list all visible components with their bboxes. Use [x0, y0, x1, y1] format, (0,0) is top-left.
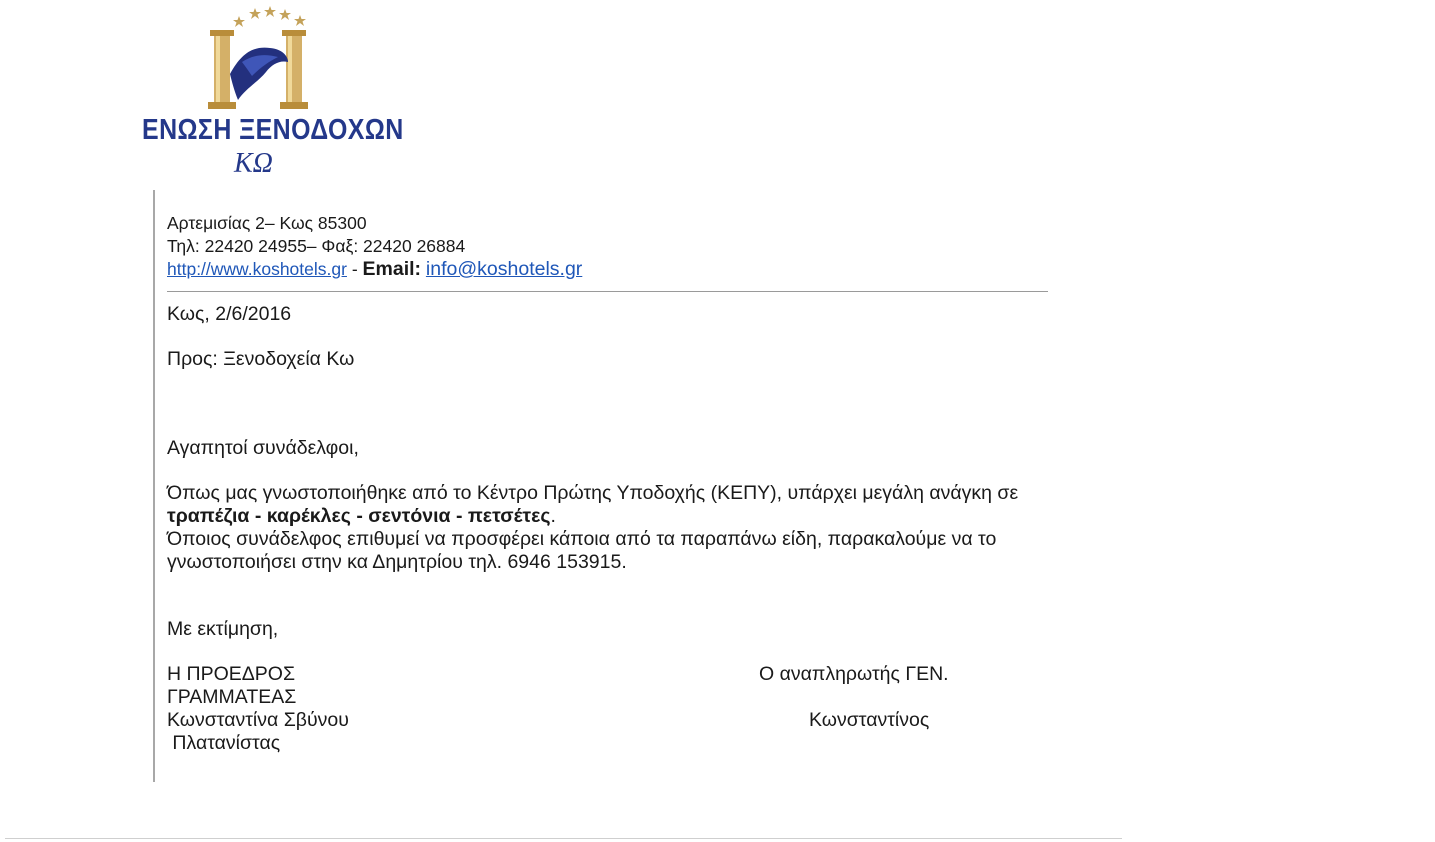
deputy-secretary-title-2: ΓΡΑΜΜΑΤΕΑΣ [167, 686, 297, 708]
header-divider [167, 291, 1048, 292]
phone-fax-line: Τηλ: 22420 24955– Φαξ: 22420 26884 [167, 236, 466, 256]
president-name: Κωνσταντίνα Σβύνου [167, 709, 349, 731]
email-link[interactable]: info@koshotels.gr [425, 258, 583, 280]
pillars-emblem-icon [142, 2, 394, 114]
footer-divider [5, 838, 1122, 839]
president-title: Η ΠΡΟΕΔΡΟΣ [167, 663, 296, 685]
logo-subtitle: ΚΩ [234, 148, 273, 179]
deputy-secretary-title: Ο αναπληρωτής ΓΕΝ. [759, 663, 949, 685]
paragraph-2-line-1: Όποιος συνάδελφος επιθυμεί να προσφέρει κάποια από τα παραπάνω είδη, παρακαλούμε να το [167, 528, 997, 550]
contact-line [167, 258, 582, 281]
letter-closing: Με εκτίμηση, [167, 618, 279, 640]
website-link[interactable]: http://www.koshotels.gr [167, 259, 347, 279]
address-line: Αρτεμισίας 2– Κως 85300 [167, 213, 367, 233]
hotel-union-logo [142, 2, 404, 179]
deputy-secretary-name: Κωνσταντίνος [809, 709, 930, 731]
letter-greeting: Αγαπητοί συνάδελφοι, [167, 437, 359, 459]
left-border-line [153, 190, 155, 782]
letter-recipient: Προς: Ξενοδοχεία Κω [167, 348, 355, 370]
paragraph-1-line-1: Όπως μας γνωστοποιήθηκε από το Κέντρο Πρώτης Υποδοχής (ΚΕΠΥ), υπάρχει μεγάλη ανάγκη σε [167, 482, 1019, 504]
stars-icon [233, 6, 306, 27]
paragraph-2-line-2: γνωστοποιήσει στην κα Δημητρίου τηλ. 6946 153915. [167, 551, 627, 573]
letter-date: Κως, 2/6/2016 [167, 303, 292, 325]
paragraph-1-line-2: τραπέζια - καρέκλες - σεντόνια - πετσέτες. [167, 505, 556, 527]
deputy-secretary-surname: Πλατανίστας [167, 732, 281, 754]
email-label: Email: [362, 258, 422, 280]
needed-items: τραπέζια - καρέκλες - σεντόνια - πετσέτες [167, 505, 551, 527]
logo-title: ΕΝΩΣΗ ΞΕΝΟΔΟΧΩΝ [142, 114, 404, 146]
separator: - [346, 259, 363, 279]
